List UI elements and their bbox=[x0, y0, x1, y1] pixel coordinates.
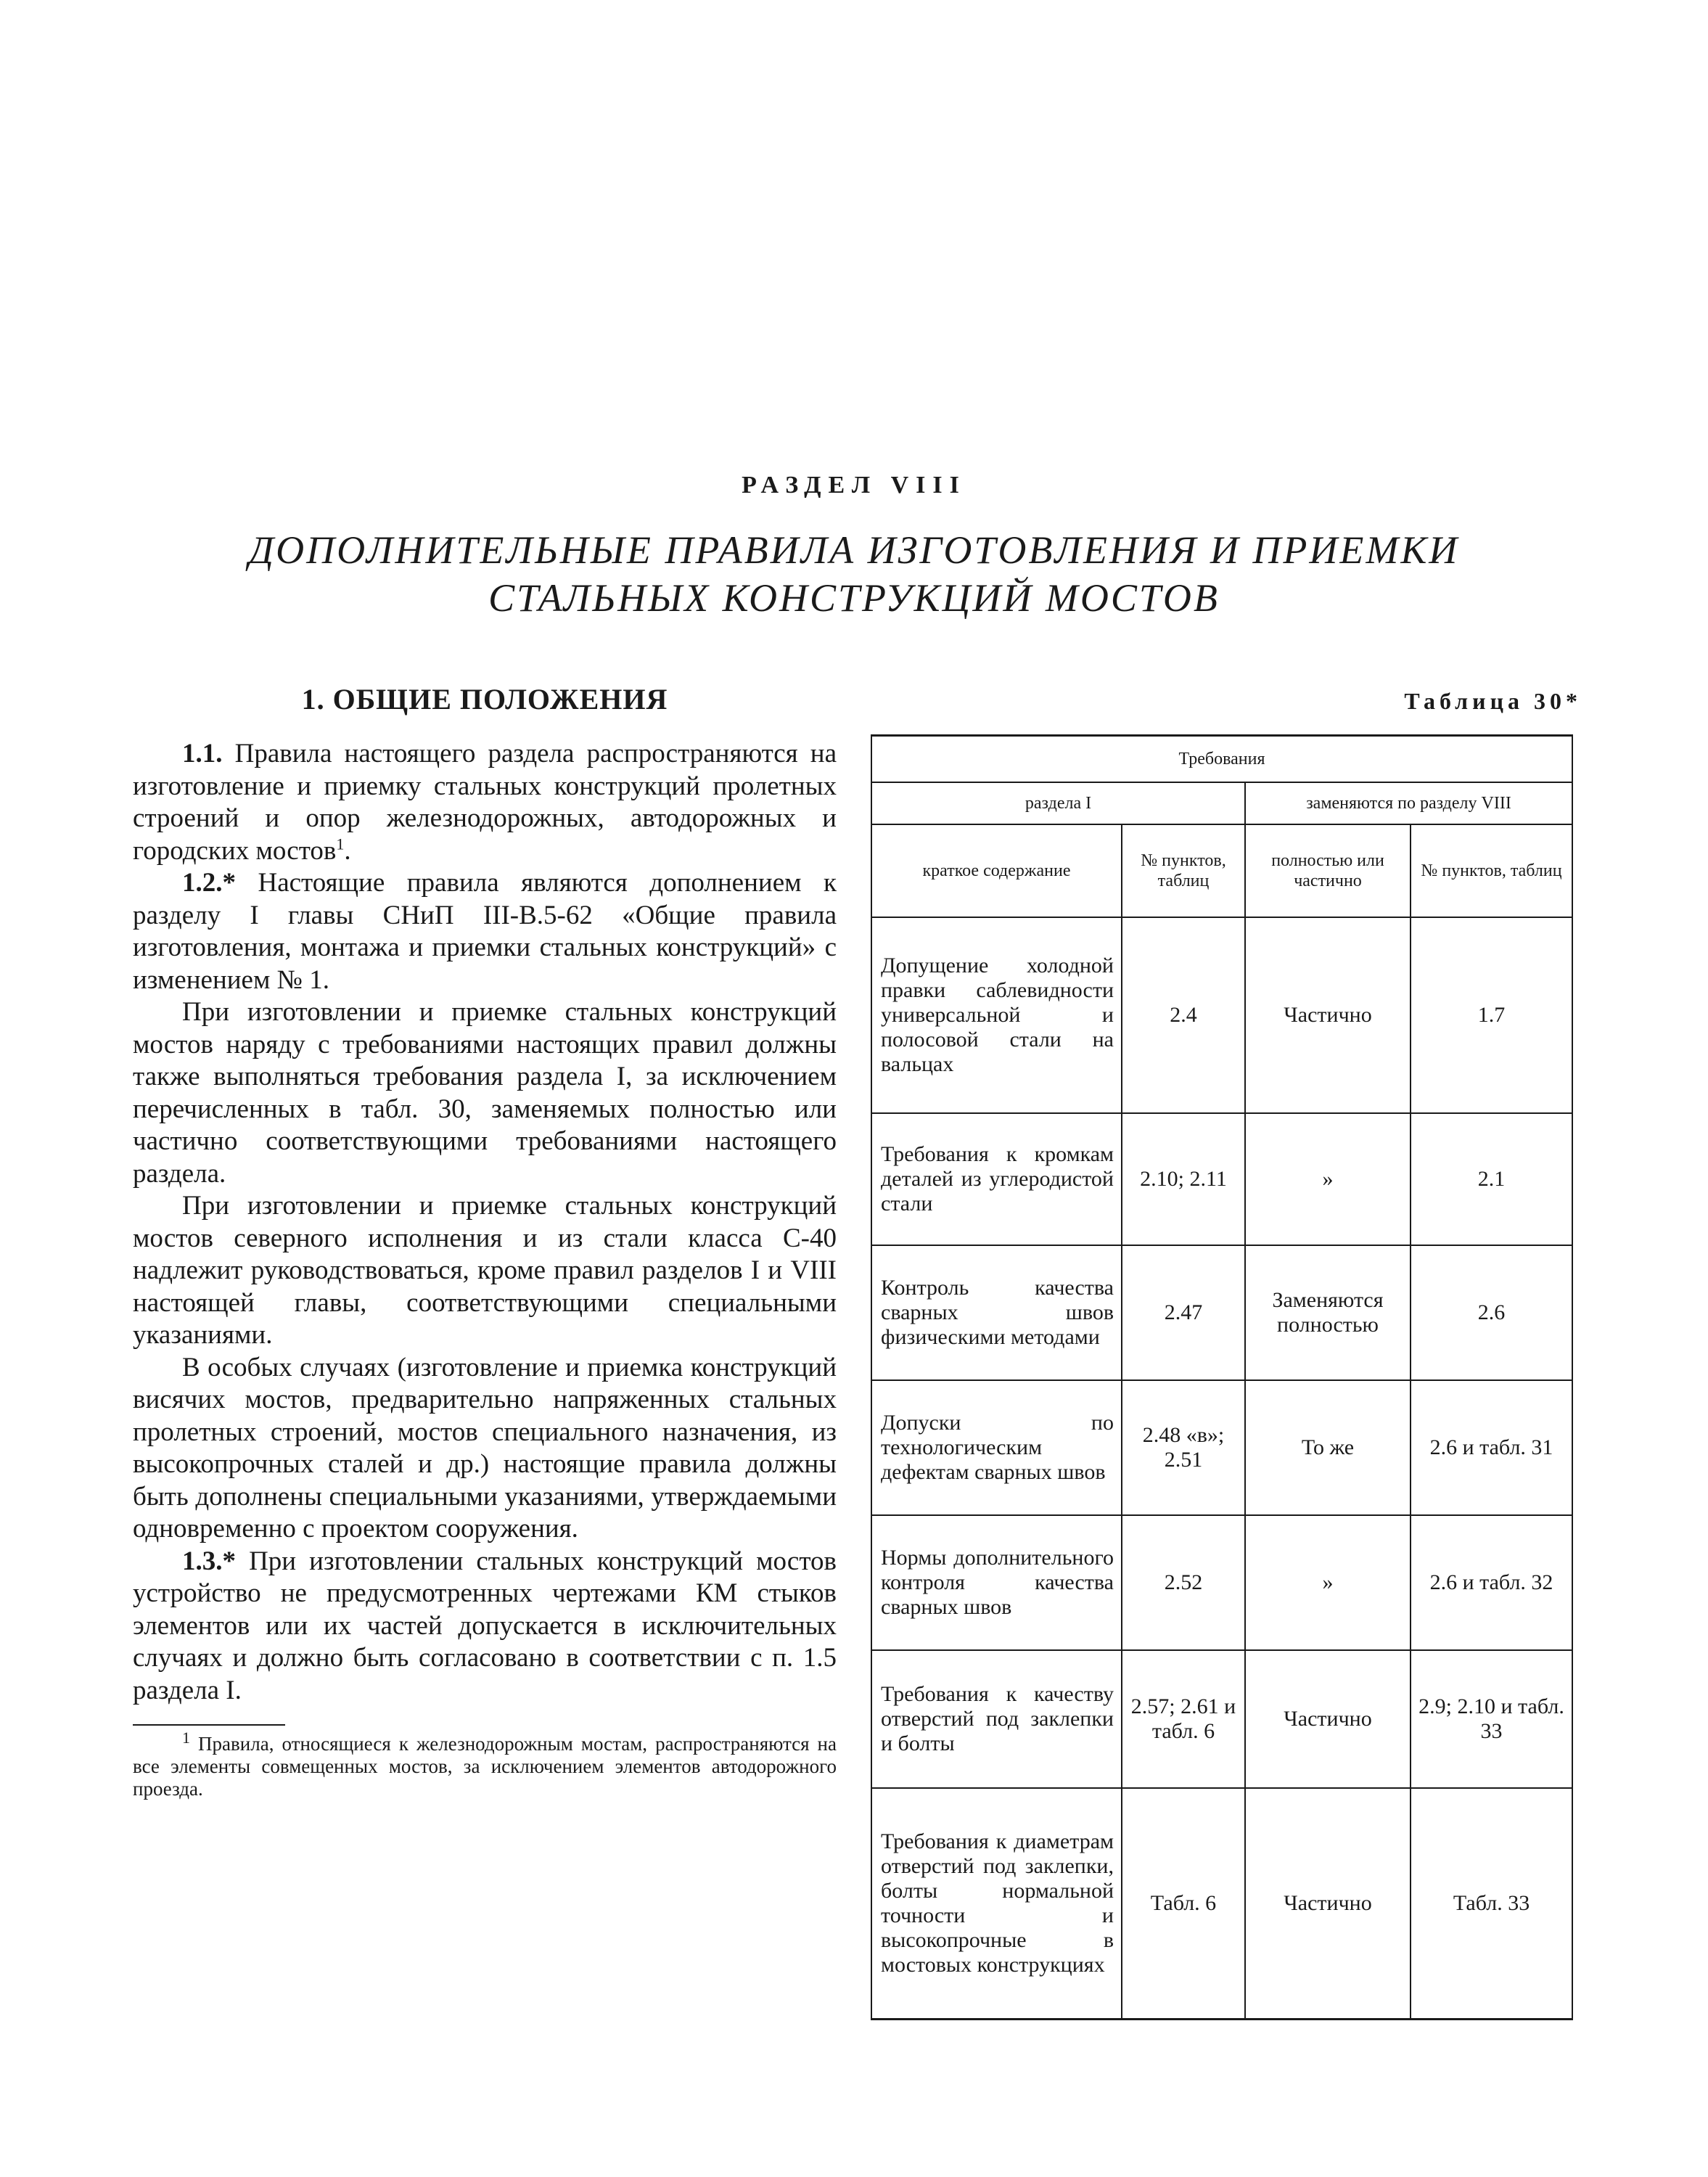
header-points: № пунктов, таблиц bbox=[1122, 824, 1245, 917]
table-caption: Таблица 30* bbox=[1404, 688, 1582, 714]
cell-points: 2.47 bbox=[1122, 1245, 1245, 1380]
footnote-ref: 1 bbox=[336, 835, 345, 853]
requirements-table bbox=[871, 734, 1573, 2020]
paragraph-1-2 bbox=[133, 867, 837, 996]
clause-text: Настоящие правила являются дополнением к разделу I главы СНиП III-В.5-62 «Общие правила изготовления, монтажа и приемки стальных конструкций» с изменением № 1. bbox=[133, 868, 837, 995]
clause-end: . bbox=[344, 835, 351, 866]
table-row bbox=[871, 1788, 1572, 2019]
table-row bbox=[871, 1113, 1572, 1245]
cell-content: Требования к кромкам деталей из углеродистой стали bbox=[871, 1113, 1122, 1245]
section-heading: 1. ОБЩИЕ ПОЛОЖЕНИЯ bbox=[301, 683, 668, 716]
title-line-2: СТАЛЬНЫХ КОНСТРУКЦИЙ МОСТОВ bbox=[488, 576, 1220, 620]
cell-new-points: 2.6 и табл. 32 bbox=[1411, 1515, 1572, 1650]
table-row bbox=[871, 1515, 1572, 1650]
cell-points: 2.52 bbox=[1122, 1515, 1245, 1650]
cell-content: Требования к качеству отверстий под заклепки и болты bbox=[871, 1650, 1122, 1788]
footnote bbox=[133, 1729, 837, 1800]
header-mode: полностью или частично bbox=[1245, 824, 1411, 917]
cell-points: 2.57; 2.61 и табл. 6 bbox=[1122, 1650, 1245, 1788]
paragraph-1-3 bbox=[133, 1546, 837, 1707]
cell-points: 2.4 bbox=[1122, 917, 1245, 1113]
table-row bbox=[871, 1650, 1572, 1788]
cell-new-points: 2.6 и табл. 31 bbox=[1411, 1380, 1572, 1515]
cell-mode: Заменяются полностью bbox=[1245, 1245, 1411, 1380]
clause-number: 1.1. bbox=[182, 739, 223, 768]
cell-new-points: Табл. 33 bbox=[1411, 1788, 1572, 2019]
footnote-divider bbox=[133, 1724, 285, 1726]
cell-mode: Частично bbox=[1245, 1788, 1411, 2019]
table-row bbox=[871, 1245, 1572, 1380]
cell-mode: То же bbox=[1245, 1380, 1411, 1515]
clause-number: 1.3.* bbox=[182, 1546, 236, 1576]
header-section-1: раздела I bbox=[871, 782, 1245, 824]
header-section-8: заменяются по разделу VIII bbox=[1245, 782, 1572, 824]
cell-new-points: 2.9; 2.10 и табл. 33 bbox=[1411, 1650, 1572, 1788]
footnote-marker: 1 bbox=[182, 1729, 190, 1747]
cell-mode: » bbox=[1245, 1113, 1411, 1245]
paragraph-1-1 bbox=[133, 738, 837, 867]
cell-mode: Частично bbox=[1245, 917, 1411, 1113]
cell-points: Табл. 6 bbox=[1122, 1788, 1245, 2019]
cell-content: Контроль качества сварных швов физическими методами bbox=[871, 1245, 1122, 1380]
header-content: краткое содержание bbox=[871, 824, 1122, 917]
cell-new-points: 2.6 bbox=[1411, 1245, 1572, 1380]
clause-text: При изготовлении стальных конструкций мостов устройство не предусмотренных чертежами КМ стыков элементов или их частей допускается в исключительных случаях и должно быть согласовано в соответствии с п. 1.5 раздела I. bbox=[133, 1546, 837, 1705]
cell-mode: » bbox=[1245, 1515, 1411, 1650]
header-new-points: № пунктов, таблиц bbox=[1411, 824, 1572, 917]
cell-new-points: 1.7 bbox=[1411, 917, 1572, 1113]
paragraph-3: При изготовлении и приемке стальных конструкций мостов наряду с требованиями настоящих правил должны также выполняться требования раздела I, за исключением перечисленных в табл. 30, заменяемых полностью или частично соответствующими требованиями настоящего раздела. bbox=[133, 997, 837, 1189]
table-row bbox=[871, 917, 1572, 1113]
title-line-1: ДОПОЛНИТЕЛЬНЫЕ ПРАВИЛА ИЗГОТОВЛЕНИЯ И ПРИЕМКИ bbox=[248, 528, 1460, 572]
clause-number: 1.2.* bbox=[182, 868, 236, 898]
paragraph-5: В особых случаях (изготовление и приемка конструкций висячих мостов, предварительно напряженных стальных пролетных строений, мостов специального назначения, из высокопрочных сталей и др.) настоящие правила должны быть дополнены специальными указаниями, утверждаемыми одновременно с проектом сооружения. bbox=[133, 1352, 837, 1543]
page-title bbox=[145, 526, 1563, 622]
cell-points: 2.10; 2.11 bbox=[1122, 1113, 1245, 1245]
cell-content: Допущение холодной правки саблевидности универсальной и полосовой стали на вальцах bbox=[871, 917, 1122, 1113]
footnote-text: Правила, относящиеся к железнодорожным мостам, распространяются на все элементы совмещенных мостов, за исключением элементов автодорожного проезда. bbox=[133, 1733, 837, 1800]
clause-text: Правила настоящего раздела распространяются на изготовление и приемку стальных конструкций пролетных строений и опор железнодорожных, автодорожных и городских мостов bbox=[133, 739, 837, 866]
header-requirements: Требования bbox=[871, 736, 1572, 783]
section-label: РАЗДЕЛ VIII bbox=[742, 472, 966, 499]
cell-content: Нормы дополнительного контроля качества сварных швов bbox=[871, 1515, 1122, 1650]
paragraph-4: При изготовлении и приемке стальных конструкций мостов северного исполнения и из стали класса С-40 надлежит руководствоваться, кроме правил разделов I и VIII настоящей главы, соответствующими специальными указаниями. bbox=[133, 1191, 837, 1350]
cell-new-points: 2.1 bbox=[1411, 1113, 1572, 1245]
cell-points: 2.48 «в»; 2.51 bbox=[1122, 1380, 1245, 1515]
left-column bbox=[133, 682, 837, 1800]
cell-mode: Частично bbox=[1245, 1650, 1411, 1788]
cell-content: Допуски по технологическим дефектам сварных швов bbox=[871, 1380, 1122, 1515]
cell-content: Требования к диаметрам отверстий под заклепки, болты нормальной точности и высокопрочные в мостовых конструкциях bbox=[871, 1788, 1122, 2019]
table-row bbox=[871, 1380, 1572, 1515]
